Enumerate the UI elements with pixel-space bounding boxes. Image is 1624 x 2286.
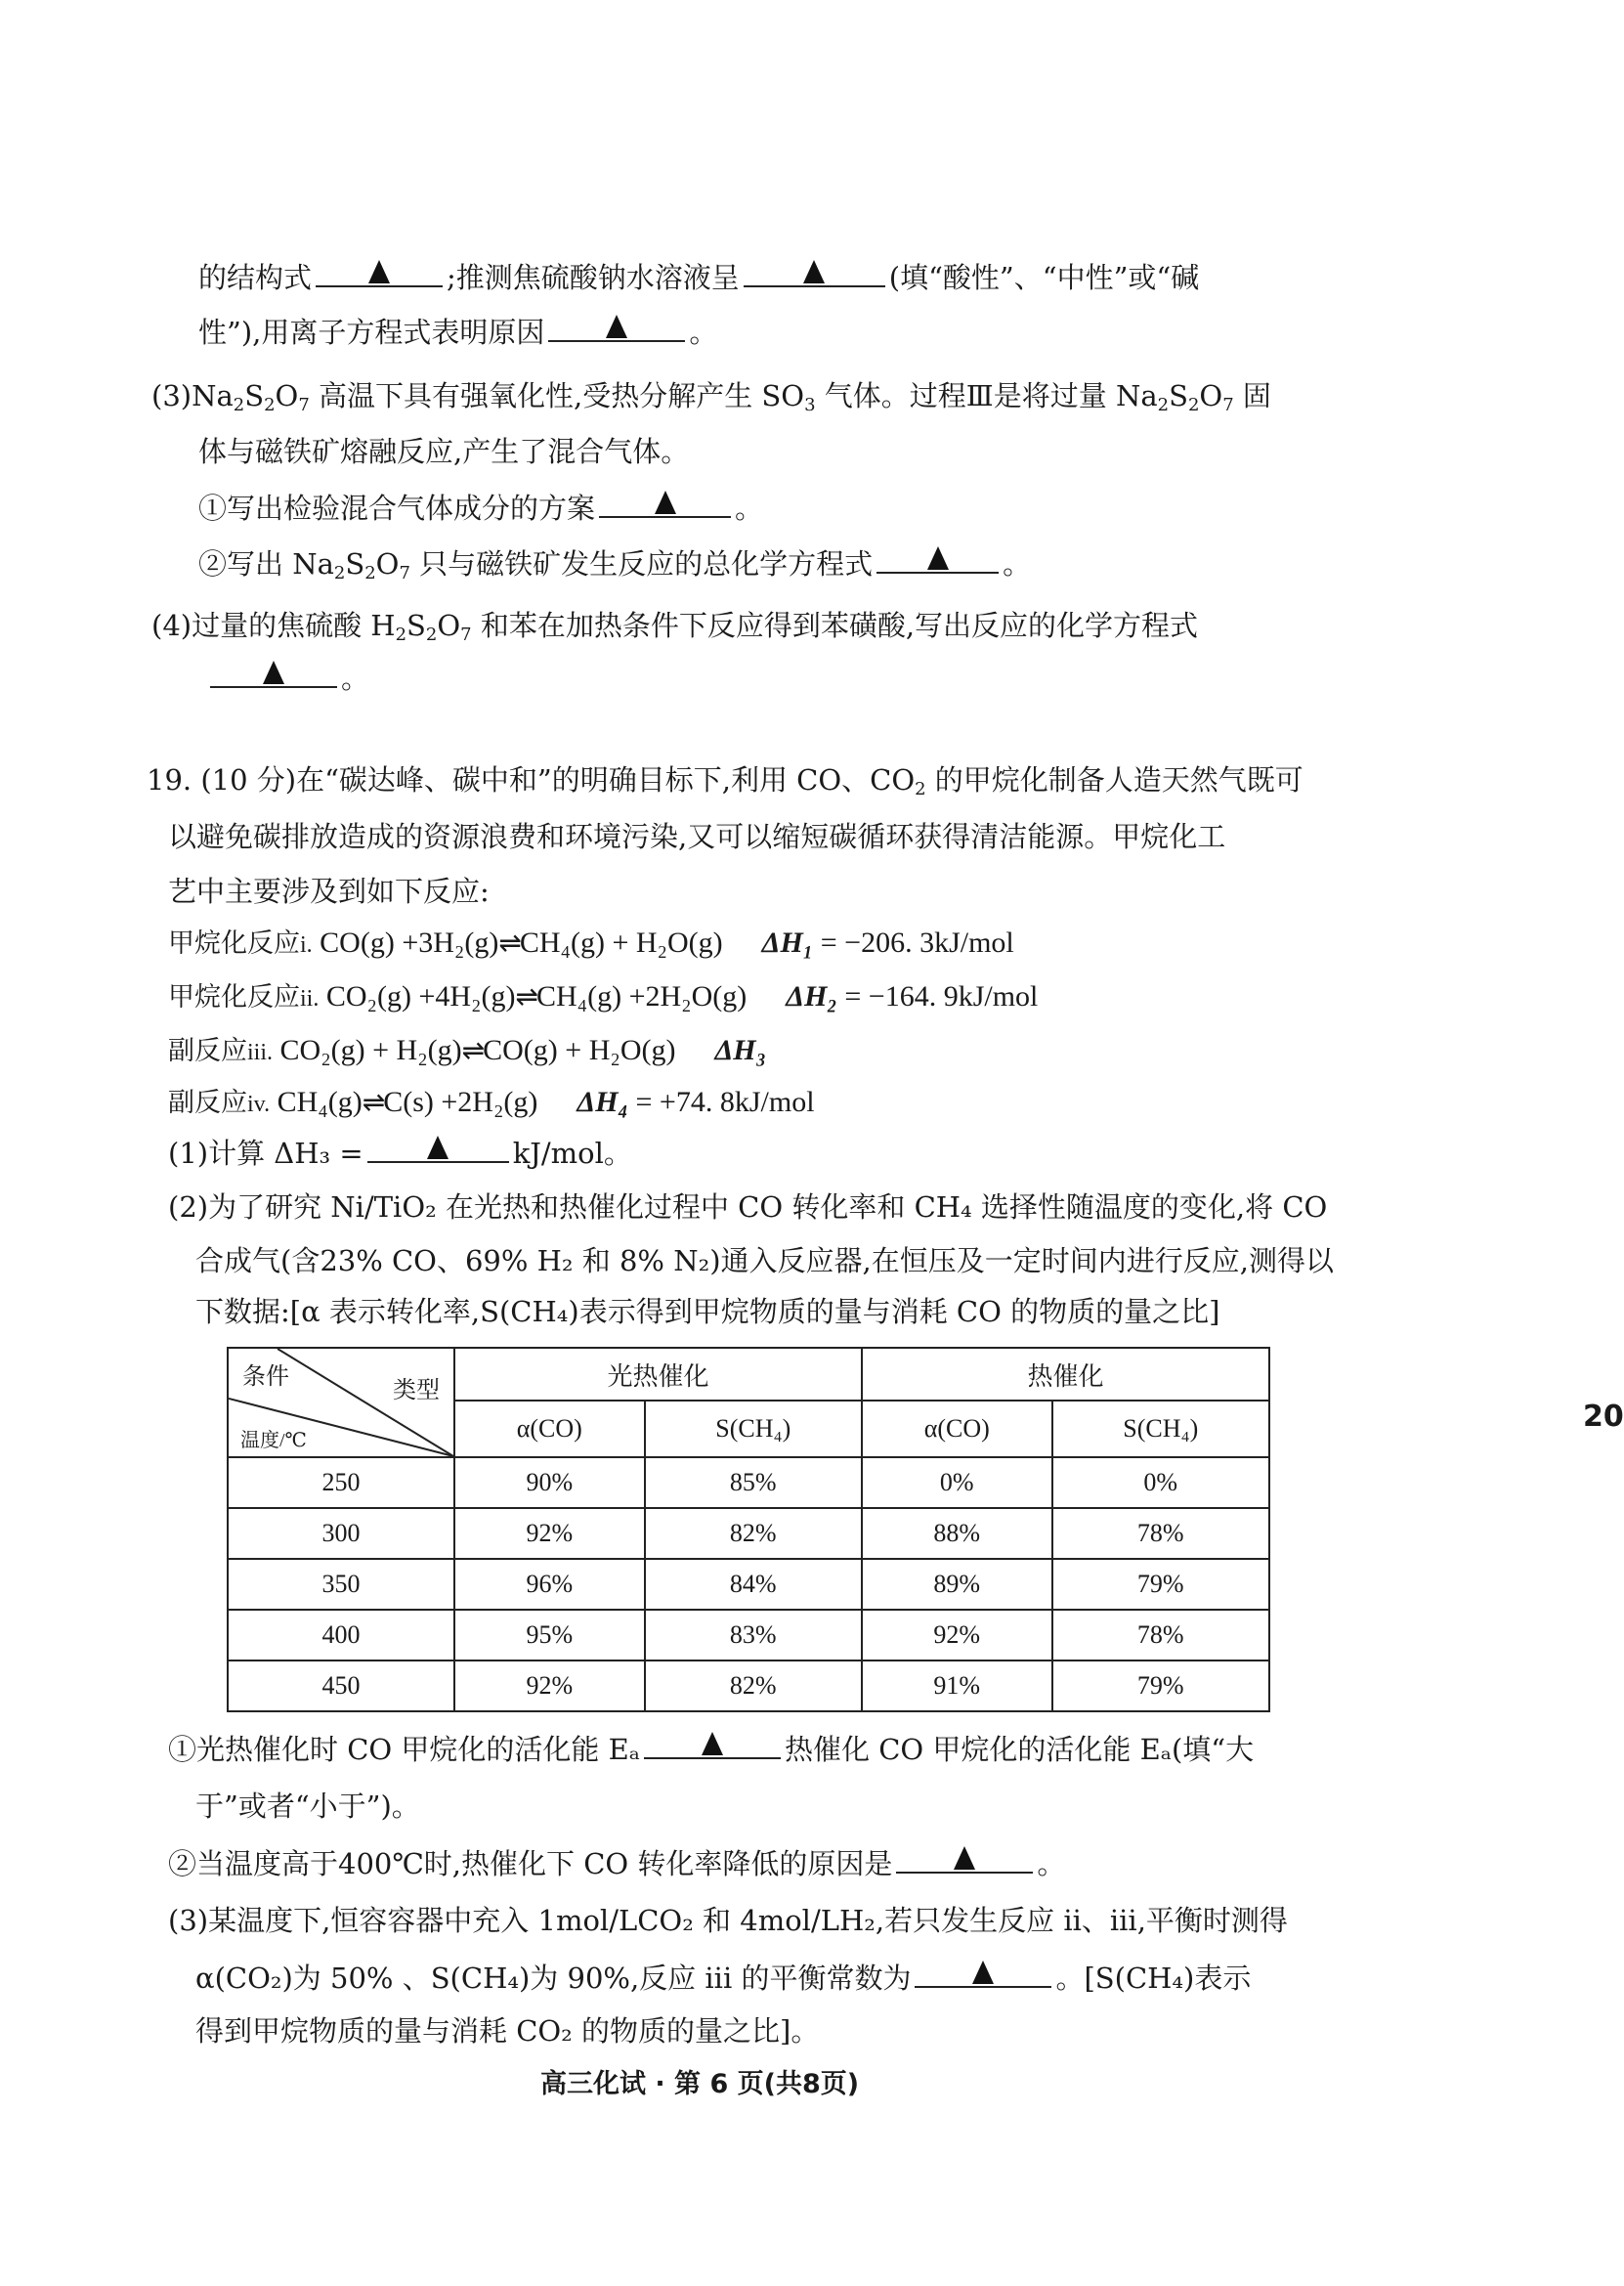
text: 。 xyxy=(341,662,370,695)
q18-part3-line-2: 体与磁铁矿熔融反应,产生了混合气体。 xyxy=(198,435,690,468)
reaction-label: 甲烷化反应 xyxy=(168,928,300,959)
reaction-lhs: CO(g) +3H₂(g) xyxy=(320,927,499,959)
reaction-rhs: CH₄(g) + H₂O(g) xyxy=(519,927,723,959)
text: 热催化 CO 甲烷化的活化能 Eₐ(填“大 xyxy=(784,1733,1255,1766)
reaction-label: 甲烷化反应 xyxy=(168,982,300,1013)
q19-sub2 xyxy=(168,1842,1065,1883)
q19-part3-line-3: 得到甲烷物质的量与消耗 CO₂ 的物质的量之比]。 xyxy=(195,2014,820,2048)
text: (1)计算 ΔH₃ = xyxy=(168,1137,363,1170)
reaction-lhs: CH₄(g) xyxy=(277,1086,363,1118)
table-row xyxy=(228,1508,1269,1559)
answer-blank[interactable] xyxy=(210,657,337,688)
temperature-cell: 400 xyxy=(228,1610,454,1661)
temperature-cell: 450 xyxy=(228,1661,454,1711)
subheader: α(CO) xyxy=(454,1401,645,1457)
q18-part3-sub1 xyxy=(198,487,763,528)
text: 。 xyxy=(735,492,764,525)
q18-part4-line-1: (4)过量的焦硫酸 $H_2S_2O_7$ 和苯在加热条件下反应得到苯磺酸,写出反应的化学方程式 xyxy=(151,609,1199,645)
reaction-equation xyxy=(168,977,1038,1018)
triangle-icon xyxy=(803,260,825,283)
text: ;推测焦硫酸钠水溶液呈 xyxy=(447,261,740,294)
enthalpy-symbol: ΔH₂ xyxy=(786,980,837,1013)
subheader: S(CH₄) xyxy=(1052,1401,1269,1457)
reaction-roman: i. xyxy=(300,932,313,958)
enthalpy-value: = −164. 9kJ/mol xyxy=(844,980,1039,1013)
answer-blank[interactable] xyxy=(644,1728,781,1759)
enthalpy-symbol: ΔH₄ xyxy=(577,1086,629,1118)
text: 。 xyxy=(689,316,718,349)
temperature-cell: 300 xyxy=(228,1508,454,1559)
reaction-roman: iii. xyxy=(247,1040,274,1065)
q18-part3-sub2: ②写出 $Na_2S_2O_7$ 只与磁铁矿发生反应的总化学方程式 。 xyxy=(198,542,1031,583)
answer-blank[interactable] xyxy=(896,1842,1033,1874)
answer-blank[interactable] xyxy=(367,1132,509,1163)
value-cell: 96% xyxy=(454,1559,645,1610)
value-cell: 79% xyxy=(1052,1661,1269,1711)
text: 高温下具有强氧化性,受热分解产生 SO xyxy=(309,379,805,412)
temperature-cell: 250 xyxy=(228,1457,454,1508)
table-corner-cell xyxy=(228,1348,454,1457)
q19-part2-line-2: 合成气(含23% CO、69% H₂ 和 8% N₂)通入反应器,在恒压及一定时间内进行反应,测得以 xyxy=(195,1244,1334,1277)
text: Na xyxy=(192,379,234,412)
value-cell: 92% xyxy=(454,1661,645,1711)
text: 只与磁铁矿发生反应的总化学方程式 xyxy=(409,547,874,581)
q19-part1 xyxy=(168,1132,632,1173)
triangle-icon xyxy=(927,546,949,570)
value-cell: 89% xyxy=(862,1559,1052,1610)
triangle-icon xyxy=(263,661,284,684)
page-footer: 高三化试 · 第 6 页(共8页) xyxy=(540,2069,860,2099)
reaction-roman: ii. xyxy=(300,986,320,1012)
answer-blank[interactable] xyxy=(599,487,731,518)
temperature-cell: 350 xyxy=(228,1559,454,1610)
q19-intro-line-2: 以避免碳排放造成的资源浪费和环境污染,又可以缩短碳循环获得清洁能源。甲烷化工 xyxy=(168,820,1226,853)
equilibrium-arrow-icon: ⇌ xyxy=(461,1036,484,1066)
value-cell: 79% xyxy=(1052,1559,1269,1610)
enthalpy-symbol: ΔH₁ xyxy=(761,927,814,959)
data-table xyxy=(227,1347,1270,1712)
text: ②写出 Na xyxy=(198,547,334,581)
value-cell: 83% xyxy=(645,1610,862,1661)
equilibrium-arrow-icon: ⇌ xyxy=(515,982,536,1013)
reaction-equation xyxy=(168,1083,815,1124)
value-cell: 0% xyxy=(862,1457,1052,1508)
answer-blank[interactable] xyxy=(316,256,443,287)
text: (填“酸性”、“中性”或“碱 xyxy=(888,261,1200,294)
q18-part3-line-1: $(3)Na_2S_2O_7$ 高温下具有强氧化性,受热分解产生 $SO_3$ 气体。过程Ⅲ是将过量 $Na_2S_2O_7$ 固 xyxy=(151,379,1271,415)
edge-mark: 20 xyxy=(1583,1400,1624,1434)
part-label: (3) xyxy=(151,379,192,412)
table-row xyxy=(228,1559,1269,1610)
enthalpy-symbol: ΔH₃ xyxy=(714,1034,767,1066)
value-cell: 92% xyxy=(862,1610,1052,1661)
reaction-rhs: CH₄(g) +2H₂O(g) xyxy=(535,980,748,1013)
reaction-lhs: CO₂(g) +4H₂(g) xyxy=(325,980,516,1013)
text: 气体。过程Ⅲ是将过量 Na xyxy=(815,379,1158,412)
reaction-lhs: CO₂(g) + H₂(g) xyxy=(279,1034,462,1066)
reaction-rhs: C(s) +2H₂(g) xyxy=(383,1086,538,1118)
triangle-icon xyxy=(368,260,390,283)
value-cell: 92% xyxy=(454,1508,645,1559)
text: (4)过量的焦硫酸 H xyxy=(151,609,396,642)
answer-blank[interactable] xyxy=(744,256,885,287)
q19-part3-line-1: (3)某温度下,恒容容器中充入 1mol/LCO₂ 和 4mol/LH₂,若只发生反应 ii、iii,平衡时测得 xyxy=(168,1904,1288,1937)
text: ①写出检验混合气体成分的方案 xyxy=(198,492,596,525)
text: 固 xyxy=(1233,379,1271,412)
text: ①光热催化时 CO 甲烷化的活化能 Eₐ xyxy=(168,1733,640,1766)
reaction-rhs: CO(g) + H₂O(g) xyxy=(483,1034,676,1066)
triangle-icon xyxy=(606,315,627,338)
equilibrium-arrow-icon: ⇌ xyxy=(498,928,520,959)
text: ②当温度高于400℃时,热催化下 CO 转化率降低的原因是 xyxy=(168,1847,893,1880)
triangle-icon xyxy=(954,1846,975,1870)
text: 的结构式 xyxy=(198,261,313,294)
value-cell: 78% xyxy=(1052,1610,1269,1661)
q19-part2-line-3: 下数据:[α 表示转化率,S(CH₄)表示得到甲烷物质的量与消耗 CO 的物质的量之比] xyxy=(195,1295,1220,1328)
text: 和苯在加热条件下反应得到苯磺酸,写出反应的化学方程式 xyxy=(471,609,1199,642)
value-cell: 82% xyxy=(645,1508,862,1559)
corner-label-condition: 条件 xyxy=(242,1364,289,1390)
triangle-icon xyxy=(655,491,676,514)
text: 。[S(CH₄)表示 xyxy=(1055,1962,1252,1995)
text: kJ/mol。 xyxy=(512,1137,632,1170)
q19-sub1-line-1 xyxy=(168,1728,1254,1769)
text: α(CO₂)为 50% 、S(CH₄)为 90%,反应 iii 的平衡常数为 xyxy=(195,1962,912,1995)
text: 性”),用离子方程式表明原因 xyxy=(198,316,545,349)
answer-blank[interactable] xyxy=(915,1957,1051,1988)
text: 。 xyxy=(1037,1847,1066,1880)
equilibrium-arrow-icon: ⇌ xyxy=(362,1088,384,1118)
q18-line-2 xyxy=(198,311,717,352)
table-row xyxy=(228,1457,1269,1508)
reaction-label: 副反应 xyxy=(168,1036,247,1066)
group-header-photothermal: 光热催化 xyxy=(454,1348,862,1401)
text: 的甲烷化制备人造天然气既可 xyxy=(925,763,1303,797)
table-row xyxy=(228,1661,1269,1711)
reaction-equation xyxy=(168,924,1014,965)
value-cell: 85% xyxy=(645,1457,862,1508)
q19-sub1-line-2: 于”或者“小于”)。 xyxy=(195,1790,420,1823)
q19-part3-line-2 xyxy=(195,1957,1251,1998)
q18-part4-line-2 xyxy=(210,657,369,698)
value-cell: 82% xyxy=(645,1661,862,1711)
value-cell: 88% xyxy=(862,1508,1052,1559)
subheader: S(CH₄) xyxy=(645,1401,862,1457)
answer-blank[interactable] xyxy=(548,311,685,342)
question-number: 19. xyxy=(147,763,192,797)
value-cell: 90% xyxy=(454,1457,645,1508)
subheader: α(CO) xyxy=(862,1401,1052,1457)
triangle-icon xyxy=(972,1961,994,1984)
reaction-roman: iv. xyxy=(247,1092,271,1117)
q19-part2-line-1: (2)为了研究 Ni/TiO₂ 在光热和热催化过程中 CO 转化率和 CH₄ 选择性随温度的变化,将 CO xyxy=(168,1190,1328,1224)
value-cell: 84% xyxy=(645,1559,862,1610)
enthalpy-value: = −206. 3kJ/mol xyxy=(820,927,1014,959)
triangle-icon xyxy=(702,1732,723,1755)
q19-intro-line-3: 艺中主要涉及到如下反应: xyxy=(168,875,490,908)
table-body xyxy=(228,1457,1269,1711)
triangle-icon xyxy=(427,1136,449,1159)
enthalpy-value: = +74. 8kJ/mol xyxy=(635,1086,815,1118)
value-cell: 95% xyxy=(454,1610,645,1661)
corner-label-type: 类型 xyxy=(393,1378,440,1403)
text: (10 分)在“碳达峰、碳中和”的明确目标下,利用 CO、CO xyxy=(200,763,916,797)
value-cell: 0% xyxy=(1052,1457,1269,1508)
table-row xyxy=(228,1610,1269,1661)
group-header-thermal: 热催化 xyxy=(862,1348,1269,1401)
text: 。 xyxy=(1003,547,1032,581)
corner-label-temperature: 温度/℃ xyxy=(240,1430,307,1451)
value-cell: 91% xyxy=(862,1661,1052,1711)
q19-intro-line-1: 19. (10 分)在“碳达峰、碳中和”的明确目标下,利用 CO、$CO_2$ 的甲烷化制备人造天然气既可 xyxy=(147,763,1303,799)
reaction-label: 副反应 xyxy=(168,1088,247,1118)
answer-blank[interactable] xyxy=(876,542,999,574)
reaction-equation xyxy=(168,1031,766,1072)
q18-line-1 xyxy=(198,256,1199,297)
value-cell: 78% xyxy=(1052,1508,1269,1559)
